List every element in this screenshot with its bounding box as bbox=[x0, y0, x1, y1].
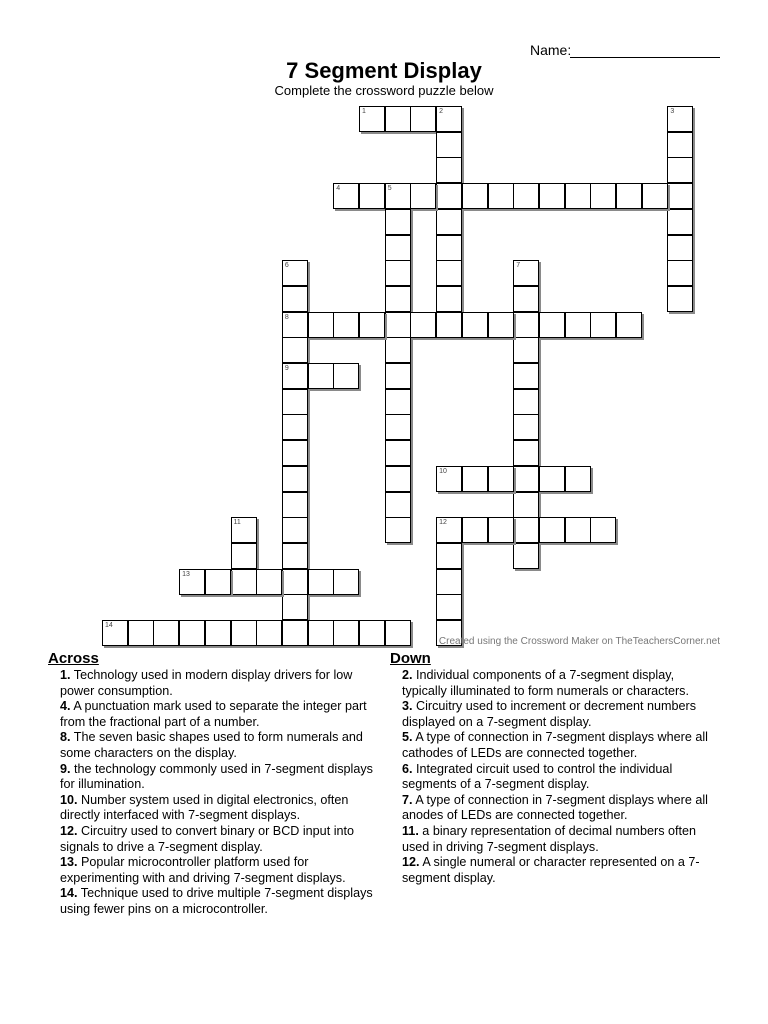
crossword-cell[interactable] bbox=[179, 569, 205, 595]
crossword-cell[interactable] bbox=[282, 620, 308, 646]
crossword-cell[interactable] bbox=[436, 594, 462, 620]
clue-text: Popular microcontroller platform used for experimenting with and driving 7-segment displays. bbox=[60, 855, 346, 885]
clue-label-number: 11. bbox=[402, 823, 419, 838]
clue-text: A punctuation mark used to separate the integer part from the fractional part of a number. bbox=[60, 699, 367, 729]
crossword-cell[interactable] bbox=[333, 312, 359, 338]
crossword-cell[interactable] bbox=[282, 517, 308, 543]
clue-text: The seven basic shapes used to form numerals and some characters on the display. bbox=[60, 730, 363, 760]
clue-text: A type of connection in 7-segment displays where all cathodes of LEDs are connected together. bbox=[402, 730, 708, 760]
clue-text: Individual components of a 7-segment display, typically illuminated to form numerals or characters. bbox=[402, 668, 689, 698]
clue-label-number: 5. bbox=[402, 730, 413, 745]
crossword-cell[interactable] bbox=[667, 209, 693, 235]
crossword-cell[interactable] bbox=[282, 569, 308, 595]
name-label: Name: bbox=[530, 42, 572, 58]
across-clue bbox=[48, 824, 378, 855]
crossword-cell[interactable] bbox=[667, 260, 693, 286]
crossword-cell[interactable] bbox=[333, 620, 359, 646]
crossword-cell[interactable] bbox=[385, 106, 411, 132]
crossword-cell[interactable] bbox=[385, 389, 411, 415]
crossword-cell[interactable] bbox=[410, 106, 436, 132]
crossword-cell[interactable] bbox=[333, 569, 359, 595]
crossword-cell[interactable] bbox=[616, 312, 642, 338]
clue-number: 1 bbox=[362, 108, 366, 115]
clue-text: Number system used in digital electronics, often directly interfaced with 7-segment displays. bbox=[60, 792, 349, 823]
clue-label-number: 4. bbox=[60, 699, 71, 714]
clue-number: 5 bbox=[387, 185, 392, 193]
crossword-cell[interactable] bbox=[565, 312, 591, 338]
across-clue-list bbox=[48, 668, 378, 918]
crossword-cell[interactable] bbox=[488, 517, 514, 543]
crossword-cell[interactable] bbox=[282, 389, 308, 415]
clue-text: A type of connection in 7-segment displays where all anodes of LEDs are connected together. bbox=[402, 792, 708, 823]
crossword-cell[interactable] bbox=[231, 543, 257, 569]
crossword-cell[interactable] bbox=[436, 569, 462, 595]
crossword-cell[interactable] bbox=[282, 312, 308, 338]
clue-label-number: 1. bbox=[60, 668, 71, 682]
crossword-cell[interactable] bbox=[308, 312, 334, 338]
crossword-cell[interactable] bbox=[385, 286, 411, 312]
crossword-cell[interactable] bbox=[205, 620, 231, 646]
crossword-cell[interactable] bbox=[565, 517, 591, 543]
clue-number: 6 bbox=[284, 262, 289, 270]
crossword-cell[interactable] bbox=[462, 517, 488, 543]
clue-label-number: 13. bbox=[60, 855, 78, 870]
crossword-cell[interactable] bbox=[436, 209, 462, 235]
clue-text: Circuitry used to increment or decrement numbers displayed on a 7-segment display. bbox=[402, 699, 696, 729]
clue-text: Integrated circuit used to control the individual segments of a 7-segment display. bbox=[402, 761, 673, 792]
crossword-cell[interactable] bbox=[513, 286, 539, 312]
crossword-cell[interactable] bbox=[385, 414, 411, 440]
across-clue bbox=[48, 855, 378, 886]
crossword-cell[interactable] bbox=[436, 235, 462, 261]
page-title: 7 Segment Display bbox=[286, 58, 482, 83]
crossword-cell[interactable] bbox=[282, 466, 308, 492]
clue-label-number: 7. bbox=[402, 792, 413, 807]
crossword-cell[interactable] bbox=[513, 337, 539, 363]
crossword-cell[interactable] bbox=[410, 312, 436, 338]
crossword-cell[interactable] bbox=[308, 569, 334, 595]
crossword-cell[interactable] bbox=[488, 312, 514, 338]
crossword-cell[interactable] bbox=[102, 620, 128, 646]
across-clue bbox=[48, 699, 378, 730]
clue-label-number: 8. bbox=[60, 730, 71, 745]
crossword-cell[interactable] bbox=[513, 440, 539, 466]
clue-label-number: 12. bbox=[402, 855, 420, 870]
crossword-cell[interactable] bbox=[128, 620, 154, 646]
crossword-cell[interactable] bbox=[282, 363, 308, 389]
crossword-cell[interactable] bbox=[513, 517, 539, 543]
crossword-cell[interactable] bbox=[385, 466, 411, 492]
clue-number: 7 bbox=[516, 262, 521, 270]
crossword-cell[interactable] bbox=[513, 363, 539, 389]
crossword-cell[interactable] bbox=[231, 620, 257, 646]
crossword-cell[interactable] bbox=[642, 183, 668, 209]
page-subtitle: Complete the crossword puzzle below bbox=[274, 83, 494, 98]
crossword-cell[interactable] bbox=[282, 337, 308, 363]
crossword-cell[interactable] bbox=[539, 183, 565, 209]
across-clue bbox=[48, 730, 378, 761]
clue-number: 11 bbox=[233, 519, 241, 527]
crossword-cell[interactable] bbox=[282, 286, 308, 312]
crossword-cell[interactable] bbox=[436, 157, 462, 183]
crossword-cell[interactable] bbox=[308, 620, 334, 646]
crossword-cell[interactable] bbox=[256, 569, 282, 595]
down-clue-list bbox=[390, 668, 720, 886]
crossword-cell[interactable] bbox=[359, 620, 385, 646]
crossword-cell[interactable] bbox=[590, 312, 616, 338]
crossword-cell[interactable] bbox=[385, 183, 411, 209]
clue-number: 13 bbox=[182, 570, 190, 578]
down-clue bbox=[390, 824, 720, 855]
crossword-cell[interactable] bbox=[385, 440, 411, 466]
clue-label-number: 12. bbox=[60, 823, 78, 838]
across-clues bbox=[48, 650, 378, 918]
crossword-cell[interactable] bbox=[590, 517, 616, 543]
clue-label-number: 2. bbox=[402, 668, 413, 682]
clue-number: 4 bbox=[336, 185, 341, 193]
crossword-cell[interactable] bbox=[282, 440, 308, 466]
crossword-cell[interactable] bbox=[513, 543, 539, 569]
crossword-cell[interactable] bbox=[385, 363, 411, 389]
crossword-cell[interactable] bbox=[436, 286, 462, 312]
crossword-cell[interactable] bbox=[385, 312, 411, 338]
crossword-cell[interactable] bbox=[539, 312, 565, 338]
crossword-cell[interactable] bbox=[513, 414, 539, 440]
clue-text: Technology used in modern display drivers for low power consumption. bbox=[60, 668, 353, 698]
crossword-cell[interactable] bbox=[565, 466, 591, 492]
crossword-cell[interactable] bbox=[513, 183, 539, 209]
crossword-cell[interactable] bbox=[231, 569, 257, 595]
crossword-cell[interactable] bbox=[359, 106, 385, 132]
crossword-cell[interactable] bbox=[513, 466, 539, 492]
down-clue bbox=[390, 730, 720, 761]
crossword-cell[interactable] bbox=[385, 337, 411, 363]
crossword-cell[interactable] bbox=[231, 517, 257, 543]
crossword-cell[interactable] bbox=[282, 260, 308, 286]
crossword-cell[interactable] bbox=[359, 183, 385, 209]
crossword-cell[interactable] bbox=[308, 363, 334, 389]
down-clues bbox=[390, 650, 720, 886]
crossword-cell[interactable] bbox=[513, 312, 539, 338]
across-clue bbox=[48, 668, 378, 699]
down-clue bbox=[390, 699, 720, 730]
crossword-cell[interactable] bbox=[436, 132, 462, 158]
crossword-cell[interactable] bbox=[667, 235, 693, 261]
crossword-cell[interactable] bbox=[385, 492, 411, 518]
clue-text: a binary representation of decimal numbers often used in driving 7-segment displays. bbox=[402, 823, 697, 854]
crossword-cell[interactable] bbox=[667, 106, 693, 132]
clue-text: Circuitry used to convert binary or BCD input into signals to drive a 7-segment display. bbox=[60, 823, 354, 854]
crossword-cell[interactable] bbox=[436, 106, 462, 132]
crossword-cell[interactable] bbox=[565, 183, 591, 209]
crossword-cell[interactable] bbox=[436, 543, 462, 569]
crossword-cell[interactable] bbox=[513, 260, 539, 286]
crossword-cell[interactable] bbox=[385, 620, 411, 646]
down-clue bbox=[390, 668, 720, 699]
crossword-cell[interactable] bbox=[436, 183, 462, 209]
crossword-cell[interactable] bbox=[513, 389, 539, 415]
crossword-cell[interactable] bbox=[385, 235, 411, 261]
down-clue bbox=[390, 762, 720, 793]
crossword-cell[interactable] bbox=[539, 466, 565, 492]
crossword-cell[interactable] bbox=[667, 132, 693, 158]
across-clue bbox=[48, 762, 378, 793]
credit-line: Created using the Crossword Maker on TheTeachersCorner.net bbox=[438, 636, 720, 647]
crossword-cell[interactable] bbox=[436, 466, 462, 492]
crossword-cell[interactable] bbox=[333, 183, 359, 209]
across-clue bbox=[48, 886, 378, 917]
crossword-cell[interactable] bbox=[385, 209, 411, 235]
crossword-cell[interactable] bbox=[256, 620, 282, 646]
clue-text: A single numeral or character represented on a 7-segment display. bbox=[402, 855, 700, 885]
crossword-cell[interactable] bbox=[462, 183, 488, 209]
crossword-cell[interactable] bbox=[333, 363, 359, 389]
crossword-cell[interactable] bbox=[488, 183, 514, 209]
crossword-cell[interactable] bbox=[436, 312, 462, 338]
clue-number: 10 bbox=[439, 467, 447, 475]
clue-text: the technology commonly used in 7-segment displays for illumination. bbox=[60, 761, 373, 792]
crossword-cell[interactable] bbox=[153, 620, 179, 646]
crossword-cell[interactable] bbox=[539, 517, 565, 543]
clue-label-number: 14. bbox=[60, 886, 78, 901]
crossword-cell[interactable] bbox=[282, 543, 308, 569]
clue-label-number: 6. bbox=[402, 761, 413, 776]
crossword-cell[interactable] bbox=[282, 414, 308, 440]
clue-number: 3 bbox=[670, 108, 675, 115]
clue-number: 2 bbox=[439, 108, 443, 115]
crossword-cell[interactable] bbox=[513, 492, 539, 518]
clue-label-number: 9. bbox=[60, 761, 71, 776]
crossword-cell[interactable] bbox=[410, 183, 436, 209]
clue-text: Technique used to drive multiple 7-segment displays using fewer pins on a microcontroller. bbox=[60, 886, 373, 916]
crossword-cell[interactable] bbox=[282, 492, 308, 518]
crossword-cell[interactable] bbox=[616, 183, 642, 209]
down-clue bbox=[390, 793, 720, 824]
clue-number: 8 bbox=[284, 313, 289, 321]
crossword-cell[interactable] bbox=[359, 312, 385, 338]
crossword-cell[interactable] bbox=[667, 183, 693, 209]
clue-label-number: 3. bbox=[402, 699, 413, 714]
crossword-cell[interactable] bbox=[436, 260, 462, 286]
crossword-cell[interactable] bbox=[179, 620, 205, 646]
crossword-cell[interactable] bbox=[488, 466, 514, 492]
crossword-cell[interactable] bbox=[462, 466, 488, 492]
crossword-cell[interactable] bbox=[462, 312, 488, 338]
crossword-cell[interactable] bbox=[385, 517, 411, 543]
across-heading: Across bbox=[48, 650, 99, 667]
clue-number: 14 bbox=[105, 622, 113, 629]
crossword-cell[interactable] bbox=[282, 594, 308, 620]
crossword-cell[interactable] bbox=[667, 286, 693, 312]
down-heading: Down bbox=[390, 650, 431, 667]
crossword-cell[interactable] bbox=[385, 260, 411, 286]
crossword-cell[interactable] bbox=[436, 517, 462, 543]
clue-label-number: 10. bbox=[60, 792, 78, 807]
crossword-cell[interactable] bbox=[667, 157, 693, 183]
down-clue bbox=[390, 855, 720, 886]
across-clue bbox=[48, 793, 378, 824]
clue-number: 9 bbox=[284, 365, 289, 372]
clue-number: 12 bbox=[439, 519, 447, 527]
crossword-cell[interactable] bbox=[205, 569, 231, 595]
crossword-cell[interactable] bbox=[590, 183, 616, 209]
